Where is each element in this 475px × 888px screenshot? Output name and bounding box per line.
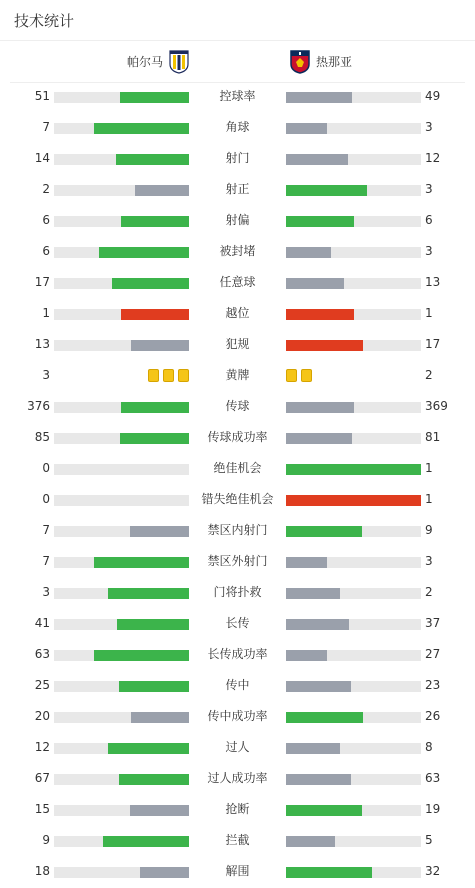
yellow-card-icon <box>301 369 312 382</box>
stat-row <box>0 206 475 237</box>
away-stat-bar-fill <box>286 123 327 134</box>
home-stat-bar <box>54 557 189 568</box>
home-stat-bar <box>54 123 189 134</box>
home-stat-bar-fill <box>108 588 189 599</box>
away-stat-value: 49 <box>425 89 441 103</box>
stat-label: 过人成功率 <box>207 771 268 785</box>
away-stat-value: 9 <box>425 523 433 537</box>
home-stat-bar-fill <box>130 526 189 537</box>
stat-row <box>0 609 475 640</box>
away-stat-bar <box>286 340 421 351</box>
stat-label: 任意球 <box>219 275 256 289</box>
home-stat-bar <box>54 154 189 165</box>
away-stat-bar-fill <box>286 402 354 413</box>
away-stat-bar-fill <box>286 712 363 723</box>
yellow-card-icon <box>148 369 159 382</box>
home-stat-value: 14 <box>34 151 50 165</box>
home-stat-bar <box>54 495 189 506</box>
away-stat-bar <box>286 650 421 661</box>
stat-row <box>0 268 475 299</box>
away-stat-bar <box>286 526 421 537</box>
away-stat-bar <box>286 681 421 692</box>
stat-label: 黄牌 <box>225 368 250 382</box>
home-stat-bar <box>54 650 189 661</box>
away-stat-value: 26 <box>425 709 441 723</box>
away-stat-bar-fill <box>286 278 344 289</box>
home-stat-bar-fill <box>140 867 189 878</box>
home-stat-bar-fill <box>108 743 189 754</box>
away-stat-bar <box>286 123 421 134</box>
away-team-name: 热那亚 <box>316 55 353 69</box>
home-stat-value: 20 <box>34 709 50 723</box>
away-stat-bar <box>286 867 421 878</box>
stat-label: 传球 <box>225 399 250 413</box>
away-stat-bar-fill <box>286 340 363 351</box>
home-stat-bar <box>54 526 189 537</box>
away-stat-bar-fill <box>286 681 351 692</box>
stat-label: 控球率 <box>219 89 256 103</box>
stats-list <box>0 82 475 888</box>
home-stat-bar <box>54 216 189 227</box>
away-stat-bar-fill <box>286 836 335 847</box>
away-stat-value: 369 <box>425 399 448 413</box>
away-stat-bar <box>286 278 421 289</box>
home-stat-value: 17 <box>34 275 50 289</box>
home-stat-value: 7 <box>42 554 50 568</box>
home-stat-bar-fill <box>131 712 189 723</box>
away-stat-bar-fill <box>286 526 362 537</box>
stat-row <box>0 764 475 795</box>
away-stat-bar <box>286 588 421 599</box>
away-stat-bar <box>286 216 421 227</box>
home-stat-value: 7 <box>42 120 50 134</box>
stat-row <box>0 392 475 423</box>
home-stat-bar-fill <box>120 433 189 444</box>
home-stat-value: 1 <box>42 306 50 320</box>
stat-label: 拦截 <box>225 833 250 847</box>
stat-row <box>0 857 475 888</box>
away-stat-value: 8 <box>425 740 433 754</box>
away-stat-bar-fill <box>286 650 327 661</box>
away-stat-value: 13 <box>425 275 441 289</box>
home-stat-bar-fill <box>112 278 189 289</box>
home-stat-value: 12 <box>34 740 50 754</box>
home-stat-value: 0 <box>42 461 50 475</box>
away-stat-value: 19 <box>425 802 441 816</box>
stat-label: 禁区外射门 <box>207 554 268 568</box>
stat-row <box>0 454 475 485</box>
away-stat-value: 12 <box>425 151 441 165</box>
parma-crest-icon <box>169 50 189 74</box>
home-stat-bar-fill <box>120 92 189 103</box>
away-stat-value: 5 <box>425 833 433 847</box>
stat-label: 禁区内射门 <box>207 523 268 537</box>
away-stat-value: 3 <box>425 554 433 568</box>
away-stat-value: 1 <box>425 306 433 320</box>
home-stat-bar <box>54 743 189 754</box>
home-stat-value: 0 <box>42 492 50 506</box>
away-stat-bar-fill <box>286 309 354 320</box>
stat-row <box>0 361 475 392</box>
home-stat-bar <box>54 867 189 878</box>
away-stat-bar-fill <box>286 92 352 103</box>
stat-row <box>0 330 475 361</box>
stat-row <box>0 144 475 175</box>
away-stat-value: 3 <box>425 244 433 258</box>
stat-label: 传中 <box>225 678 250 692</box>
home-stat-value: 3 <box>42 368 50 382</box>
away-stat-value: 27 <box>425 647 441 661</box>
stat-label: 射正 <box>225 182 250 196</box>
away-stat-value: 1 <box>425 461 433 475</box>
yellow-card-icon <box>163 369 174 382</box>
away-stat-value: 1 <box>425 492 433 506</box>
home-stat-value: 63 <box>34 647 50 661</box>
stat-row <box>0 82 475 113</box>
away-stat-bar-fill <box>286 619 349 630</box>
home-stat-value: 6 <box>42 244 50 258</box>
stat-label: 过人 <box>225 740 250 754</box>
stat-row <box>0 485 475 516</box>
home-stat-bar <box>54 712 189 723</box>
home-stat-bar <box>54 340 189 351</box>
home-stat-bar <box>54 774 189 785</box>
home-stat-bar <box>54 402 189 413</box>
away-stat-value: 2 <box>425 585 433 599</box>
teams-row <box>10 41 465 83</box>
home-stat-value: 18 <box>34 864 50 878</box>
home-stat-bar-fill <box>119 774 189 785</box>
stat-label: 被封堵 <box>219 244 256 258</box>
stat-label: 射门 <box>225 151 250 165</box>
home-stat-value: 6 <box>42 213 50 227</box>
stat-row <box>0 640 475 671</box>
home-stat-bar <box>54 185 189 196</box>
home-stat-bar-fill <box>94 557 189 568</box>
home-stat-bar <box>54 619 189 630</box>
away-stat-bar-fill <box>286 588 340 599</box>
genoa-crest-icon <box>290 50 310 74</box>
home-stat-bar-fill <box>99 247 189 258</box>
away-stat-value: 37 <box>425 616 441 630</box>
away-stat-bar-fill <box>286 557 327 568</box>
home-stat-bar-fill <box>121 402 189 413</box>
home-stat-value: 85 <box>34 430 50 444</box>
stat-row <box>0 702 475 733</box>
away-stat-bar <box>286 712 421 723</box>
away-stat-bar-fill <box>286 247 331 258</box>
away-stat-bar <box>286 464 421 475</box>
home-stat-value: 376 <box>27 399 50 413</box>
away-stat-bar-fill <box>286 433 352 444</box>
stat-row <box>0 826 475 857</box>
away-stat-bar <box>286 92 421 103</box>
away-stat-bar <box>286 743 421 754</box>
home-stat-bar <box>54 92 189 103</box>
away-stat-bar <box>286 557 421 568</box>
stat-label: 传球成功率 <box>207 430 268 444</box>
home-stat-value: 41 <box>34 616 50 630</box>
stat-row <box>0 547 475 578</box>
stat-label: 射偏 <box>225 213 250 227</box>
home-stat-bar-fill <box>135 185 189 196</box>
home-stat-bar-fill <box>103 836 189 847</box>
home-stat-value: 67 <box>34 771 50 785</box>
stat-label: 角球 <box>225 120 250 134</box>
stat-row <box>0 671 475 702</box>
away-stat-bar <box>286 805 421 816</box>
stat-label: 传中成功率 <box>207 709 268 723</box>
stat-row <box>0 299 475 330</box>
away-team <box>290 41 352 82</box>
away-stat-bar <box>286 774 421 785</box>
away-stat-value: 6 <box>425 213 433 227</box>
home-stat-bar <box>54 433 189 444</box>
home-stat-bar <box>54 836 189 847</box>
home-stat-value: 2 <box>42 182 50 196</box>
home-stat-bar-fill <box>119 681 189 692</box>
home-stat-value: 51 <box>34 89 50 103</box>
away-stat-value: 32 <box>425 864 441 878</box>
stat-row <box>0 795 475 826</box>
away-stat-bar-fill <box>286 774 351 785</box>
page-title: 技术统计 <box>14 12 75 30</box>
home-stat-value: 13 <box>34 337 50 351</box>
stat-row <box>0 516 475 547</box>
home-stat-bar-fill <box>94 123 189 134</box>
stat-row <box>0 423 475 454</box>
away-stat-value: 63 <box>425 771 441 785</box>
stat-row <box>0 113 475 144</box>
home-stat-bar <box>54 588 189 599</box>
away-stat-bar <box>286 154 421 165</box>
stat-label: 长传成功率 <box>207 647 268 661</box>
away-stat-value: 17 <box>425 337 441 351</box>
home-stat-value: 9 <box>42 833 50 847</box>
stat-label: 错失绝佳机会 <box>201 492 274 506</box>
away-stat-bar-fill <box>286 743 340 754</box>
home-stat-bar <box>54 278 189 289</box>
away-stat-bar <box>286 402 421 413</box>
stat-label: 门将扑救 <box>213 585 262 599</box>
yellow-card-icon <box>178 369 189 382</box>
away-stat-bar <box>286 836 421 847</box>
away-stat-bar-fill <box>286 185 367 196</box>
away-stat-bar-fill <box>286 495 421 506</box>
home-stat-value: 7 <box>42 523 50 537</box>
stat-row <box>0 578 475 609</box>
home-team-name: 帕尔马 <box>126 55 163 69</box>
away-stat-value: 23 <box>425 678 441 692</box>
away-stat-value: 2 <box>425 368 433 382</box>
stat-label: 长传 <box>225 616 250 630</box>
home-stat-bar <box>54 464 189 475</box>
away-stat-bar <box>286 495 421 506</box>
away-stat-bar <box>286 433 421 444</box>
away-stat-bar <box>286 309 421 320</box>
away-stat-value: 3 <box>425 120 433 134</box>
away-stat-bar-fill <box>286 805 362 816</box>
home-stat-bar-fill <box>116 154 189 165</box>
away-stat-bar-fill <box>286 867 372 878</box>
away-stat-bar-fill <box>286 464 421 475</box>
away-stat-value: 81 <box>425 430 441 444</box>
home-yellow-cards <box>148 369 189 382</box>
stat-label: 解围 <box>225 864 250 878</box>
stat-label: 抢断 <box>225 802 250 816</box>
stat-label: 绝佳机会 <box>213 461 262 475</box>
away-stat-bar <box>286 619 421 630</box>
away-stat-bar <box>286 247 421 258</box>
home-stat-value: 15 <box>34 802 50 816</box>
home-stat-bar-fill <box>121 309 189 320</box>
yellow-card-icon <box>286 369 297 382</box>
away-stat-bar-fill <box>286 216 354 227</box>
home-team <box>127 41 189 82</box>
stats-header <box>0 0 475 41</box>
stat-row <box>0 237 475 268</box>
home-stat-bar <box>54 681 189 692</box>
away-stat-value: 3 <box>425 182 433 196</box>
stat-row <box>0 733 475 764</box>
home-stat-bar-fill <box>94 650 189 661</box>
away-stat-bar-fill <box>286 154 348 165</box>
away-stat-bar <box>286 185 421 196</box>
home-stat-value: 3 <box>42 585 50 599</box>
home-stat-bar <box>54 805 189 816</box>
away-yellow-cards <box>286 369 312 382</box>
stat-row <box>0 175 475 206</box>
home-stat-bar-fill <box>121 216 189 227</box>
home-stat-bar-fill <box>130 805 189 816</box>
home-stat-bar <box>54 309 189 320</box>
home-stat-value: 25 <box>34 678 50 692</box>
stat-label: 犯规 <box>225 337 250 351</box>
stat-label: 越位 <box>225 306 250 320</box>
home-stat-bar-fill <box>131 340 189 351</box>
home-stat-bar-fill <box>117 619 189 630</box>
home-stat-bar <box>54 247 189 258</box>
